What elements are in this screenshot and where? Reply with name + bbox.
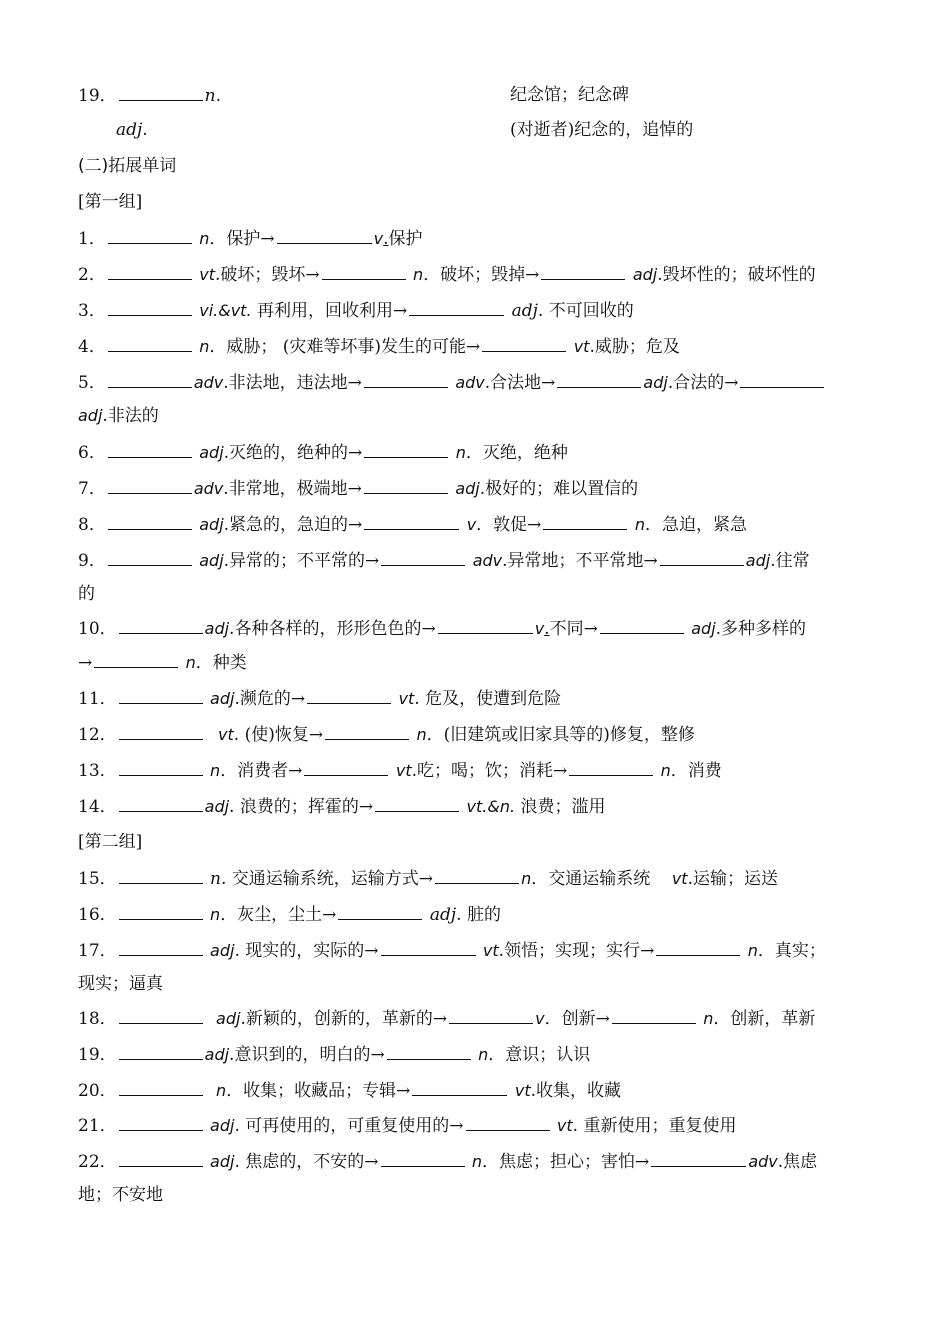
- item-9-continued: [78, 583, 878, 605]
- part-of-speech: adv: [472, 551, 503, 570]
- part-of-speech: n: [747, 941, 758, 960]
- part-of-speech: vt: [199, 265, 215, 284]
- meaning: .新颖的，创新的，革新的→: [240, 1009, 448, 1029]
- part-of-speech: adj: [632, 265, 658, 284]
- answer-blank[interactable]: [338, 903, 422, 920]
- meaning: .运输；运送: [687, 869, 778, 889]
- answer-blank[interactable]: [108, 227, 192, 244]
- meaning: .: [383, 229, 389, 249]
- part-of-speech: n: [455, 443, 466, 462]
- item-number: 5．: [78, 373, 106, 393]
- item-14: [78, 795, 878, 818]
- part-of-speech: vt: [514, 1081, 531, 1100]
- meaning: 地；不安地: [78, 1185, 163, 1205]
- part-of-speech: adv: [193, 373, 224, 392]
- answer-blank[interactable]: [119, 1150, 203, 1167]
- meaning: ．消费: [670, 761, 722, 781]
- meaning: 的: [78, 584, 95, 604]
- item-12: [78, 723, 878, 746]
- answer-blank[interactable]: [364, 371, 448, 388]
- item-number: 16．: [78, 905, 117, 925]
- item-5: [78, 371, 878, 394]
- meaning: ．敦促→: [476, 515, 542, 535]
- answer-blank[interactable]: [381, 549, 465, 566]
- answer-blank[interactable]: [740, 371, 824, 388]
- meaning: ．破坏；毁掉→: [423, 265, 540, 285]
- answer-blank[interactable]: [304, 759, 388, 776]
- meaning: ．种类: [195, 653, 247, 673]
- meaning: . 危及，使遭到危险: [414, 689, 562, 709]
- row-19-adj: [78, 119, 878, 141]
- meaning: . (使)恢复→: [233, 725, 324, 745]
- item-number: 22．: [78, 1152, 117, 1172]
- part-of-speech: adv: [455, 373, 485, 392]
- meaning: .焦虑: [777, 1152, 818, 1172]
- meaning: .非常地，极端地→: [223, 479, 362, 499]
- item-20: [78, 1079, 878, 1102]
- answer-blank[interactable]: [600, 617, 684, 634]
- part-of-speech: vt: [671, 869, 688, 888]
- part-of-speech: v: [466, 515, 477, 534]
- part-of-speech: vt: [556, 1116, 573, 1135]
- item-7: [78, 477, 878, 500]
- answer-blank[interactable]: [108, 371, 192, 388]
- answer-blank[interactable]: [119, 1043, 203, 1060]
- answer-blank[interactable]: [108, 335, 192, 352]
- part-of-speech: adj: [216, 1009, 241, 1028]
- answer-blank[interactable]: [543, 513, 627, 530]
- meaning: .毁坏性的；破坏性的: [657, 265, 816, 285]
- meaning: . 浪费的；挥霍的→: [229, 797, 374, 817]
- meaning: .极好的；难以置信的: [479, 479, 639, 499]
- part-of-speech: adj: [455, 479, 480, 498]
- meaning: .合法的→: [667, 373, 739, 393]
- meaning: 浪费；滥用: [515, 797, 606, 817]
- item-5-continued: [78, 405, 878, 427]
- part-of-speech: vt: [573, 337, 590, 356]
- part-of-speech: n: [413, 265, 424, 284]
- item-number: 18．: [78, 1009, 117, 1029]
- part-of-speech: adv: [748, 1152, 778, 1171]
- item-9: [78, 549, 878, 572]
- answer-blank[interactable]: [651, 1150, 746, 1167]
- part-of-speech: n: [199, 337, 210, 356]
- answer-blank[interactable]: [119, 687, 203, 704]
- item-17-continued: [78, 973, 878, 995]
- part-of-speech: adv: [193, 479, 224, 498]
- answer-blank[interactable]: [387, 1043, 471, 1060]
- answer-blank[interactable]: [325, 723, 409, 740]
- item-number: 19．: [78, 86, 117, 106]
- item-11: [78, 687, 878, 710]
- meaning: ．真实；: [757, 941, 826, 961]
- part-of-speech: n: [521, 869, 532, 888]
- row-19-noun: [78, 84, 878, 107]
- part-of-speech: adj: [210, 689, 235, 708]
- item-number: 7．: [78, 479, 106, 499]
- answer-blank[interactable]: [119, 723, 203, 740]
- part-of-speech: adj: [204, 797, 230, 816]
- meaning: . 现实的，实际的→: [234, 941, 379, 961]
- item-3: [78, 299, 878, 322]
- part-of-speech: n: [634, 515, 645, 534]
- part-of-speech: adj.: [116, 120, 148, 140]
- part-of-speech: adj: [199, 443, 224, 462]
- part-of-speech: n: [660, 761, 671, 780]
- item-10: [78, 617, 878, 640]
- meaning: . 焦虑的，不安的→: [234, 1152, 379, 1172]
- item-21: [78, 1114, 878, 1137]
- meaning: ．创新→: [544, 1009, 610, 1029]
- answer-blank[interactable]: [94, 651, 178, 668]
- answer-blank[interactable]: [569, 759, 653, 776]
- answer-blank[interactable]: [119, 1079, 203, 1096]
- part-of-speech: vt.&n.: [466, 797, 516, 816]
- part-of-speech: vt: [482, 941, 499, 960]
- meaning: .非法的: [102, 406, 159, 426]
- answer-blank[interactable]: [108, 299, 192, 316]
- meaning: .领悟；实现；实行→: [498, 941, 655, 961]
- part-of-speech: v: [373, 229, 384, 248]
- answer-blank[interactable]: [438, 617, 533, 634]
- part-of-speech: adj: [199, 551, 224, 570]
- part-of-speech: adj: [210, 1116, 235, 1135]
- item-1: [78, 227, 878, 250]
- part-of-speech: n.: [210, 869, 227, 889]
- part-of-speech: n: [199, 229, 210, 248]
- meaning: . 可再使用的，可重复使用的→: [234, 1116, 464, 1136]
- meaning: .意识到的，明白的→: [229, 1045, 385, 1065]
- item-18: [78, 1007, 878, 1030]
- answer-blank[interactable]: [322, 263, 406, 280]
- answer-blank[interactable]: [119, 795, 203, 812]
- item-number: 19．: [78, 1045, 117, 1065]
- item-6: [78, 441, 878, 464]
- meaning: .异常的；不平常的→: [223, 551, 380, 571]
- answer-blank[interactable]: [119, 617, 203, 634]
- item-2: [78, 263, 878, 286]
- answer-blank[interactable]: [108, 477, 192, 494]
- part-of-speech: n: [210, 905, 221, 924]
- part-of-speech: vt: [395, 761, 412, 780]
- part-of-speech: adj: [204, 1045, 230, 1064]
- answer-blank[interactable]: [412, 1079, 507, 1096]
- meaning: 不可回收的: [543, 301, 634, 321]
- item-number: 21．: [78, 1116, 117, 1136]
- answer-blank[interactable]: [108, 441, 192, 458]
- answer-blank[interactable]: [119, 867, 203, 884]
- part-of-speech: v: [534, 619, 545, 638]
- meaning: ．焦虑；担心；害怕→: [482, 1152, 650, 1172]
- meaning: 保护: [388, 229, 423, 249]
- meaning: ．急迫，紧急: [644, 515, 747, 535]
- answer-blank[interactable]: [435, 867, 519, 884]
- answer-blank[interactable]: [660, 549, 744, 566]
- part-of-speech: adj: [643, 373, 668, 392]
- answer-blank[interactable]: [119, 903, 203, 920]
- meaning: ．交通运输系统: [531, 869, 672, 889]
- answer-blank[interactable]: [449, 1007, 533, 1024]
- meaning: 再利用，回收利用→: [251, 301, 408, 321]
- meaning: ．灰尘，尘土→: [220, 905, 337, 925]
- group-heading-1: [第一组]: [78, 192, 143, 212]
- part-of-speech: adj: [745, 551, 771, 570]
- answer-blank[interactable]: [119, 1007, 203, 1024]
- part-of-speech: vt: [218, 725, 234, 744]
- item-number: 14．: [78, 797, 117, 817]
- meaning: .往常: [770, 551, 810, 571]
- part-of-speech: adj: [199, 515, 224, 534]
- meaning: .异常地；不平常地→: [502, 551, 658, 571]
- answer-blank[interactable]: [119, 939, 203, 956]
- answer-blank[interactable]: [557, 371, 641, 388]
- item-number: 3．: [78, 301, 106, 321]
- item-number: 17．: [78, 941, 117, 961]
- meaning: .吃；喝；饮；消耗→: [411, 761, 568, 781]
- answer-blank[interactable]: [119, 1114, 203, 1131]
- part-of-speech: n: [471, 1152, 483, 1171]
- item-number: 9．: [78, 551, 106, 571]
- answer-blank[interactable]: [409, 299, 504, 316]
- answer-blank[interactable]: [119, 84, 203, 101]
- part-of-speech: adj: [204, 619, 230, 638]
- meaning: →: [78, 653, 93, 673]
- part-of-speech: n: [216, 1081, 227, 1100]
- item-22-continued: [78, 1184, 878, 1206]
- meaning: .濒危的→: [234, 689, 306, 709]
- item-number: 4．: [78, 337, 106, 357]
- item-number: 6．: [78, 443, 106, 463]
- answer-blank[interactable]: [364, 441, 448, 458]
- answer-blank[interactable]: [381, 939, 476, 956]
- answer-blank[interactable]: [482, 335, 566, 352]
- part-of-speech: n: [185, 653, 196, 672]
- meaning: 不同→: [549, 619, 598, 639]
- answer-blank[interactable]: [612, 1007, 696, 1024]
- meaning: ．保护→: [209, 229, 275, 249]
- meaning: .: [544, 619, 550, 639]
- part-of-speech: v: [535, 1009, 545, 1028]
- meaning: ．消费者→: [220, 761, 303, 781]
- meaning: 交通运输系统，运输方式→: [226, 869, 434, 889]
- meaning: .紧急的，急迫的→: [223, 515, 363, 535]
- part-of-speech: vt: [398, 689, 415, 708]
- part-of-speech: n: [210, 761, 221, 780]
- part-of-speech: adj.: [429, 905, 462, 925]
- item-4: [78, 335, 878, 358]
- item-number: 11．: [78, 689, 117, 709]
- meaning: .破坏；毁坏→: [214, 265, 320, 285]
- answer-blank[interactable]: [656, 939, 740, 956]
- meaning: ．灭绝，绝种: [465, 443, 568, 463]
- item-number: 1．: [78, 229, 106, 249]
- meaning: 纪念馆；纪念碑: [510, 85, 629, 105]
- answer-blank[interactable]: [381, 1150, 465, 1167]
- meaning: .收集，收藏: [530, 1081, 621, 1101]
- part-of-speech: adj: [210, 1152, 235, 1171]
- answer-blank[interactable]: [364, 513, 459, 530]
- item-22: [78, 1150, 878, 1173]
- item-number: 20．: [78, 1081, 117, 1101]
- answer-blank[interactable]: [466, 1114, 550, 1131]
- section-heading: (二)拓展单词: [78, 156, 177, 176]
- part-of-speech: n: [703, 1009, 714, 1028]
- item-13: [78, 759, 878, 782]
- answer-blank[interactable]: [307, 687, 391, 704]
- meaning: .多种多样的: [715, 619, 807, 639]
- answer-blank[interactable]: [364, 477, 448, 494]
- answer-blank[interactable]: [375, 795, 459, 812]
- meaning: ．收集；收藏品；专辑→: [226, 1081, 411, 1101]
- answer-blank[interactable]: [541, 263, 625, 280]
- part-of-speech: vi.&vt.: [199, 301, 252, 320]
- answer-blank[interactable]: [119, 759, 203, 776]
- meaning: ．创新，革新: [713, 1009, 816, 1029]
- item-number: 13．: [78, 761, 117, 781]
- item-number: 12．: [78, 725, 117, 745]
- item-17: [78, 939, 878, 962]
- group-heading-2: [第二组]: [78, 832, 143, 852]
- meaning: (对逝者)纪念的，追悼的: [510, 120, 694, 140]
- meaning: .非法地，违法地→: [223, 373, 362, 393]
- meaning: .合法地→: [484, 373, 556, 393]
- meaning: 现实；逼真: [78, 974, 163, 994]
- item-number: 2．: [78, 265, 106, 285]
- meaning: ．(旧建筑或旧家具等的)修复，整修: [426, 725, 695, 745]
- item-number: 10．: [78, 619, 117, 639]
- part-of-speech: adj.: [511, 301, 544, 321]
- meaning: .灭绝的，绝种的→: [223, 443, 363, 463]
- item-10-continued: [78, 651, 878, 674]
- answer-blank[interactable]: [277, 227, 372, 244]
- item-number: 8．: [78, 515, 106, 535]
- meaning: .各种各样的，形形色色的→: [229, 619, 436, 639]
- answer-blank[interactable]: [108, 263, 192, 280]
- item-15: [78, 867, 878, 890]
- part-of-speech: adj: [691, 619, 716, 638]
- answer-blank[interactable]: [108, 549, 192, 566]
- part-of-speech: adj: [210, 941, 235, 960]
- part-of-speech: n: [478, 1045, 489, 1064]
- part-of-speech: n.: [204, 86, 221, 106]
- item-16: [78, 903, 878, 926]
- part-of-speech: n: [416, 725, 427, 744]
- meaning: 脏的: [461, 905, 501, 925]
- part-of-speech: adj: [78, 406, 103, 425]
- meaning: .威胁；危及: [589, 337, 680, 357]
- item-8: [78, 513, 878, 536]
- item-number: 15．: [78, 869, 117, 889]
- meaning: ．威胁； (灾难等坏事)发生的可能→: [209, 337, 481, 357]
- answer-blank[interactable]: [108, 513, 192, 530]
- item-19: [78, 1043, 878, 1066]
- meaning: . 重新使用；重复使用: [572, 1116, 737, 1136]
- meaning: ．意识；认识: [488, 1045, 591, 1065]
